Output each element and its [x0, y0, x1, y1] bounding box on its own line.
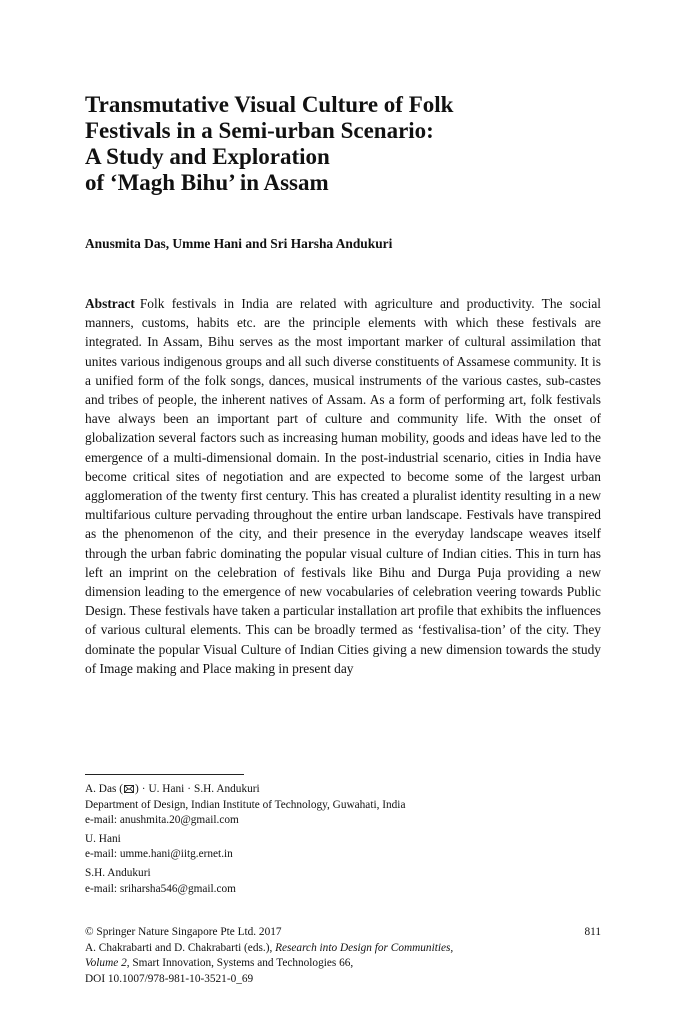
email-hani[interactable]: e-mail: umme.hani@iitg.ernet.in [85, 848, 233, 861]
affiliation-block-das [85, 782, 601, 829]
copyright-line: © Springer Nature Singapore Pte Ltd. 2017 [85, 926, 282, 938]
affiliation-block-andukuri [85, 866, 601, 897]
abstract [85, 294, 601, 678]
footnote-divider [85, 774, 244, 775]
paper-title [85, 92, 601, 196]
affiliation-block-hani [85, 832, 601, 863]
doi-line[interactable]: DOI 10.1007/978-981-10-3521-0_69 [85, 972, 254, 985]
envelope-icon[interactable] [124, 785, 134, 793]
publication-footer [85, 925, 601, 987]
author-affiliations [85, 782, 601, 900]
title-line: Festivals in a Semi-urban Scenario: [85, 118, 434, 143]
series-line: Volume 2, Smart Innovation, Systems and Technologies 66, [85, 957, 354, 970]
title-line: of ‘Magh Bihu’ in Assam [85, 170, 329, 195]
title-line: Transmutative Visual Culture of Folk [85, 92, 454, 117]
author-name-hani: U. Hani [85, 832, 121, 845]
title-line: A Study and Exploration [85, 144, 330, 169]
page-number: 811 [584, 926, 601, 938]
author-names-line: A. Das ( ) · U. Hani · S.H. Andukuri [85, 783, 260, 795]
editors-line: A. Chakrabarti and D. Chakrabarti (eds.), Research into Design for Communities, [85, 941, 454, 954]
author-name-andukuri: S.H. Andukuri [85, 866, 151, 879]
author-list: Anusmita Das, Umme Hani and Sri Harsha Andukuri [85, 236, 393, 251]
abstract-label: Abstract [85, 296, 135, 311]
book-title: Research into Design for Communities, [275, 941, 454, 954]
email-das[interactable]: e-mail: anushmita.20@gmail.com [85, 814, 239, 827]
book-volume: Volume 2 [85, 957, 127, 970]
email-andukuri[interactable]: e-mail: sriharsha546@gmail.com [85, 882, 236, 895]
abstract-text: Folk festivals in India are related with agriculture and productivity. The social manners, customs, habits etc. are the principle elements with which these festivals are integrated. In Assam, Bihu serves as the most important marker of cultural assimilation that unites various indigenous groups and all such diverse constituents of Assamese community. It is a unified form of the folk songs, dances, musical instruments of the various castes, sub-castes and tribes of people, the inherent natives of Assam. As a form of performing art, folk festivals have always been an important part of culture and community life. With the onset of globalization several factors such as increasing human mobility, goods and ideas have led to the emergence of a multi-dimensional domain. In the post-industrial scenario, cities in India have become critical sites of negotiation and are expected to become some of the largest urban agglomeration of the twenty first century. This has created a pluralist identity resulting in a new multifarious culture pervading throughout the entire urban landscape. Festivals have transpired as the phenomenon of the city, and their presence in the everyday landscape weaves itself through the urban fabric dominating the popular visual culture of Indian cities. This in turn has left an imprint on the celebration of festivals like Bihu and Durga Puja providing a new dimension leading to the emergence of new vocabularies of celebration veering towards Public Design. These festivals have taken a particular installation art profile that exhibits the influences of various cultural elements. This can be broadly termed as ‘festivalisa-tion’ of the city. They dominate the popular Visual Culture of Indian Cities giving a new dimension towards the study of Image making and Place making in present day [85, 296, 601, 676]
department-line: Department of Design, Indian Institute of Technology, Guwahati, India [85, 798, 406, 811]
